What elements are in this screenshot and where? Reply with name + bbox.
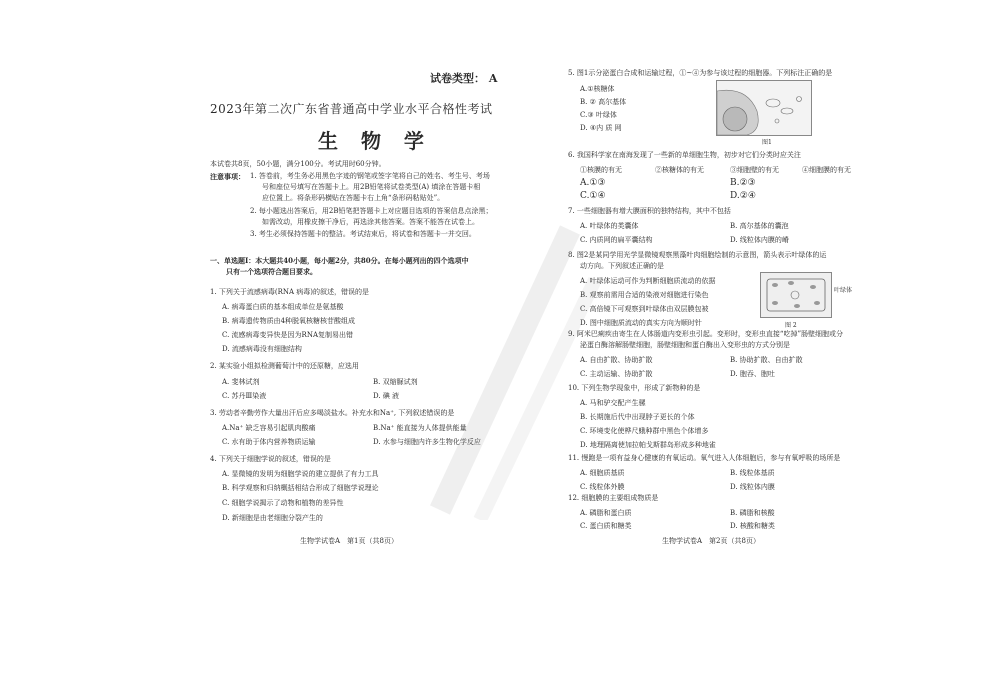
cell-diagram (717, 81, 811, 135)
paper-type: 试卷类型： A (430, 72, 498, 85)
option: B. 长期施后代中出现脖子更长的个体 (580, 413, 695, 421)
page-2 (540, 0, 991, 700)
option: B. 磷脂和核酸 (730, 509, 775, 517)
option: ③细胞壁的有无 (730, 166, 779, 174)
notice-line: 应位置上。将条形码横贴在答题卡右上角“条形码粘贴处”。 (262, 194, 445, 202)
option: D.②④ (730, 191, 756, 201)
question-stem: 3. 劳动者辛勤劳作大量出汗后应多喝淡盐水。补充水和Na⁺, 下列叙述错误的是 (210, 409, 455, 417)
leaf-cell-diagram (761, 273, 831, 317)
option: D. 地理隔离使加拉帕戈斯群岛形成多种地雀 (580, 441, 716, 449)
option: D. 胞吞、胞吐 (730, 370, 775, 378)
option: D. 图中细胞质流动的真实方向为顺时针 (580, 319, 702, 327)
intro-text: 本试卷共8页，50小题，满分100分。考试用时60分钟。 (210, 160, 386, 168)
question-stem: 10. 下列生物学现象中，形成了新物种的是 (568, 384, 701, 392)
question-stem-continued: 泌蛋白酶溶解肠壁细胞，肠壁细胞和蛋白酶出入变形虫的方式分别是 (580, 341, 790, 349)
notice-line: 3. 考生必须保持答题卡的整洁。考试结束后，将试卷和答题卡一并交回。 (250, 230, 476, 238)
notice-line: 号和座位号填写在答题卡上。用2B铅笔将试卷类型(A) 填涂在答题卡相 (262, 183, 481, 191)
option: A. 磷脂和蛋白质 (580, 509, 632, 517)
option: A. 显微镜的发明为细胞学说的建立提供了有力工具 (222, 470, 379, 478)
option: B. 高尔基体的囊泡 (730, 222, 789, 230)
question-stem: 1. 下列关于流感病毒(RNA 病毒)的叙述，错误的是 (210, 288, 370, 296)
option: A. 马和驴交配产生骡 (580, 399, 646, 407)
option: B.Na⁺ 能直接为人体提供能量 (373, 424, 467, 432)
option: D. 新细胞是由老细胞分裂产生的 (222, 514, 323, 522)
option: A. 自由扩散、协助扩散 (580, 356, 653, 364)
option: C. 线粒体外膜 (580, 483, 625, 491)
subject-title: 生 物 学 (318, 129, 432, 153)
figure-2-image (760, 272, 832, 318)
option: A. 斐林试剂 (222, 378, 260, 386)
option: B. ② 高尔基体 (580, 98, 627, 106)
question-stem: 9. 阿米巴痢疾由寄生在人体肠道内变形虫引起。变形时，变形虫直接“吃掉”肠壁细胞或分 (568, 330, 844, 338)
option: B. 双缩脲试剂 (373, 378, 418, 386)
option: B. 病毒遗传物质由4种脱氧核糖核苷酸组成 (222, 317, 356, 325)
exam-title: 2023年第二次广东省普通高中学业水平合格性考试 (210, 102, 493, 116)
notice-line: 2. 每小题选出答案后，用2B铅笔把答题卡上对应题目选项的答案信息点涂黑； (250, 207, 493, 215)
question-stem-continued: 动方向。下列叙述正确的是 (580, 262, 664, 270)
option: D. 水参与细胞内许多生物化学反应 (373, 438, 481, 446)
section-heading: 只有一个选项符合题目要求。 (226, 267, 317, 276)
option: D. ④内 质 网 (580, 124, 622, 132)
option: C. 水有助于体内营养物质运输 (222, 438, 316, 446)
question-stem: 11. 慢跑是一项有益身心健康的有氧运动。氧气进入人体细胞后，参与有氧呼吸的场所是 (568, 454, 841, 462)
figure-1-image (716, 80, 812, 136)
option: B. 观察前需用合适的染液对细胞进行染色 (580, 291, 709, 299)
option: C. 细胞学说揭示了动物和植物的差异性 (222, 499, 344, 507)
option: ②核糖体的有无 (655, 166, 704, 174)
question-stem: 7. 一些细胞器有增大膜面积的独特结构，其中不包括 (568, 207, 731, 215)
option: A.①核糖体 (580, 85, 615, 93)
option: A.①③ (580, 178, 606, 188)
option: C. 蛋白质和糖类 (580, 522, 632, 530)
option: C. 主动运输、协助扩散 (580, 370, 653, 378)
page-footer: 生物学试卷A 第2页（共8页） (662, 537, 760, 545)
option: A. 病毒蛋白质的基本组成单位是氨基酸 (222, 303, 344, 311)
option: B. 科学观察和归纳概括相结合形成了细胞学说理论 (222, 484, 379, 492)
option: C. 内质网的扁平囊结构 (580, 236, 653, 244)
option: A. 叶绿体的类囊体 (580, 222, 639, 230)
option: ④细胞膜的有无 (802, 166, 851, 174)
option: D. 线粒体内膜 (730, 483, 775, 491)
option: B. 协助扩散、自由扩散 (730, 356, 803, 364)
option: A. 叶绿体运动可作为判断细胞质流动的依据 (580, 277, 716, 285)
option: B. 线粒体基质 (730, 469, 775, 477)
question-stem: 6. 我国科学家在南海发现了一些新的单细胞生物，初步对它们分类时应关注 (568, 151, 801, 159)
option: C. 苏丹Ⅲ染液 (222, 392, 267, 400)
question-stem: 5. 图1示分泌蛋白合成和运输过程，①~④为参与该过程的细胞器。下列标注正确的是 (568, 69, 833, 77)
page-footer: 生物学试卷A 第1页（共8页） (300, 537, 398, 545)
option: B.②③ (730, 178, 756, 188)
figure-2-caption: 图 2 (785, 322, 797, 329)
notice-line: 如需改动，用橡皮擦干净后，再选涂其他答案。答案不能答在试卷上。 (262, 218, 479, 226)
option: C.③ 叶绿体 (580, 111, 617, 119)
question-stem: 12. 细胞膜的主要组成物质是 (568, 494, 659, 502)
option: D. 核酸和糖类 (730, 522, 775, 530)
option: A.Na⁺ 缺乏容易引起肌肉酸痛 (222, 424, 316, 432)
option: A. 细胞质基质 (580, 469, 625, 477)
option: C.①④ (580, 191, 606, 201)
option: D. 碘 液 (373, 392, 400, 400)
option: D. 流感病毒没有细胞结构 (222, 345, 302, 353)
question-stem: 2. 某实验小组拟检测葡萄汁中的还原糖，应选用 (210, 362, 359, 370)
notice-label: 注意事项： (210, 172, 245, 181)
section-heading: 一、单选题Ⅰ：本大题共40小题，每小题2分，共80分。在每小题列出的四个选项中 (210, 256, 469, 265)
option: D. 线粒体内膜的嵴 (730, 236, 789, 244)
option: C. 高倍镜下可观察到叶绿体由双层膜包被 (580, 305, 709, 313)
option: ①核膜的有无 (580, 166, 622, 174)
notice-line: 1. 答卷前，考生务必用黑色字迹的钢笔或签字笔将自己的姓名、考生号、考场 (250, 172, 490, 180)
figure-2-pointer-label: 叶绿体 (834, 287, 853, 294)
figure-1-caption: 图1 (762, 139, 772, 146)
question-stem: 8. 图2是某同学用光学显微镜观察黑藻叶肉细胞绘制的示意图，箭头表示叶绿体的运 (568, 251, 827, 259)
option: C. 环境变化使桦尺蛾种群中黑色个体增多 (580, 427, 709, 435)
option: C. 流感病毒变异快是因为RNA复制易出错 (222, 331, 354, 339)
question-stem: 4. 下列关于细胞学说的叙述，错误的是 (210, 455, 331, 463)
